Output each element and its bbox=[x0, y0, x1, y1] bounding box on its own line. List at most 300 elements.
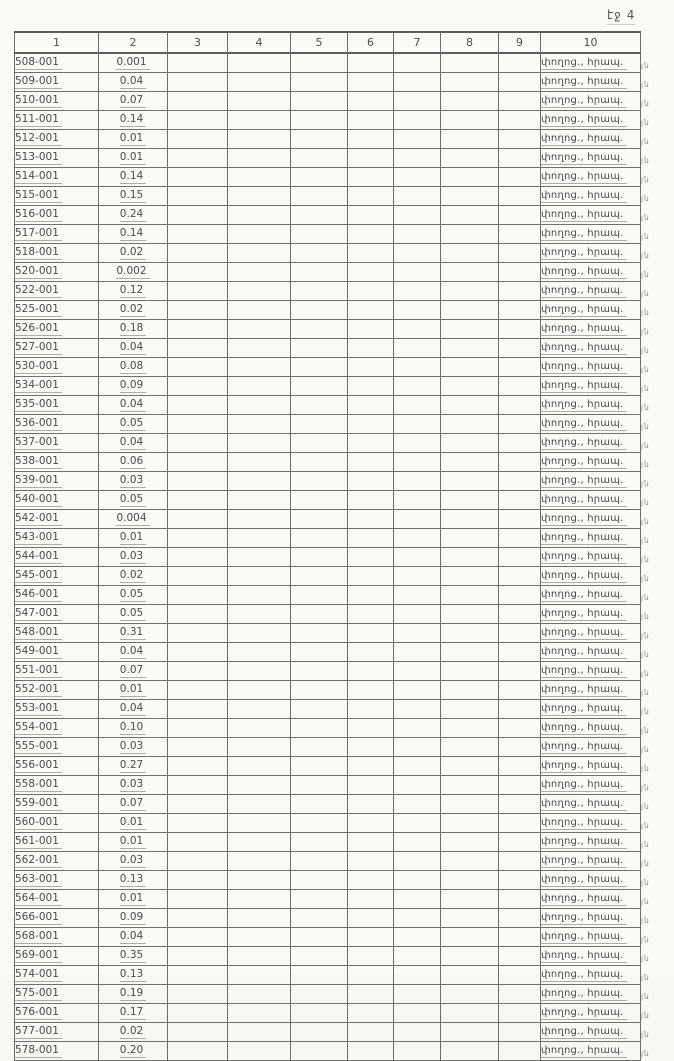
margin-note: յն bbox=[641, 916, 650, 925]
margin-note: յն bbox=[641, 764, 650, 773]
empty-cell-9 bbox=[499, 243, 541, 262]
empty-cell-7 bbox=[394, 471, 441, 490]
margin-note-cell bbox=[641, 756, 673, 775]
empty-cell-9 bbox=[499, 414, 541, 433]
empty-cell-9 bbox=[499, 338, 541, 357]
empty-cell-9 bbox=[499, 224, 541, 243]
value-text: 0.02 bbox=[120, 569, 146, 583]
empty-cell-6 bbox=[348, 224, 394, 243]
margin-note-cell bbox=[641, 1003, 673, 1022]
empty-cell-7 bbox=[394, 984, 441, 1003]
category-text: փողոց., հրապ. bbox=[541, 588, 627, 602]
empty-cell-7 bbox=[394, 281, 441, 300]
empty-cell-7 bbox=[394, 927, 441, 946]
value-cell bbox=[99, 243, 168, 262]
empty-cell-9 bbox=[499, 908, 541, 927]
margin-note: յն bbox=[641, 365, 650, 374]
code-text: 561-001 bbox=[15, 835, 62, 849]
empty-cell-3 bbox=[168, 965, 228, 984]
empty-cell-6 bbox=[348, 433, 394, 452]
empty-cell-9 bbox=[499, 1022, 541, 1041]
code-cell bbox=[15, 718, 99, 737]
code-text: 558-001 bbox=[15, 778, 62, 792]
empty-cell-9 bbox=[499, 1003, 541, 1022]
code-text: 511-001 bbox=[15, 113, 62, 127]
empty-cell-9 bbox=[499, 661, 541, 680]
value-text: 0.12 bbox=[120, 284, 146, 298]
empty-cell-9 bbox=[499, 395, 541, 414]
empty-cell-7 bbox=[394, 205, 441, 224]
margin-note: յն bbox=[641, 859, 650, 868]
empty-cell-9 bbox=[499, 642, 541, 661]
empty-cell-6 bbox=[348, 395, 394, 414]
empty-cell-4 bbox=[228, 129, 291, 148]
empty-cell-3 bbox=[168, 737, 228, 756]
empty-cell-4 bbox=[228, 813, 291, 832]
code-cell bbox=[15, 72, 99, 91]
empty-cell-8 bbox=[441, 471, 499, 490]
empty-cell-4 bbox=[228, 927, 291, 946]
empty-cell-9 bbox=[499, 110, 541, 129]
value-cell bbox=[99, 851, 168, 870]
empty-cell-7 bbox=[394, 851, 441, 870]
empty-cell-7 bbox=[394, 870, 441, 889]
code-text: 535-001 bbox=[15, 398, 62, 412]
category-cell bbox=[541, 471, 641, 490]
empty-cell-6 bbox=[348, 471, 394, 490]
margin-note: յն bbox=[641, 631, 650, 640]
empty-cell-3 bbox=[168, 927, 228, 946]
empty-cell-6 bbox=[348, 1041, 394, 1060]
margin-note: յն bbox=[641, 232, 650, 241]
margin-note-cell bbox=[641, 490, 673, 509]
value-text: 0.03 bbox=[120, 854, 146, 868]
margin-note: յն bbox=[641, 156, 650, 165]
category-text: փողոց., հրապ. bbox=[541, 1025, 627, 1039]
margin-note: յն bbox=[641, 992, 650, 1001]
margin-note: յն bbox=[641, 384, 650, 393]
category-cell bbox=[541, 832, 641, 851]
margin-note-cell bbox=[641, 281, 673, 300]
empty-cell-3 bbox=[168, 547, 228, 566]
empty-cell-5 bbox=[291, 395, 348, 414]
empty-cell-6 bbox=[348, 566, 394, 585]
value-text: 0.13 bbox=[120, 968, 146, 982]
code-cell bbox=[15, 965, 99, 984]
empty-cell-4 bbox=[228, 167, 291, 186]
value-cell bbox=[99, 547, 168, 566]
category-text: փողոց., հրապ. bbox=[541, 797, 627, 811]
table-row bbox=[15, 756, 673, 775]
empty-cell-4 bbox=[228, 528, 291, 547]
empty-cell-8 bbox=[441, 889, 499, 908]
empty-cell-7 bbox=[394, 110, 441, 129]
empty-cell-3 bbox=[168, 338, 228, 357]
table-row bbox=[15, 471, 673, 490]
code-cell bbox=[15, 623, 99, 642]
table-row bbox=[15, 528, 673, 547]
margin-note-cell bbox=[641, 148, 673, 167]
category-text: փողոց., հրապ. bbox=[541, 702, 627, 716]
value-text: 0.07 bbox=[120, 664, 146, 678]
value-text: 0.04 bbox=[120, 702, 146, 716]
empty-cell-5 bbox=[291, 699, 348, 718]
margin-note: յն bbox=[641, 650, 650, 659]
category-cell bbox=[541, 927, 641, 946]
value-text: 0.04 bbox=[120, 341, 146, 355]
value-text: 0.07 bbox=[120, 797, 146, 811]
code-cell bbox=[15, 376, 99, 395]
code-text: 542-001 bbox=[15, 512, 62, 526]
empty-cell-4 bbox=[228, 908, 291, 927]
value-cell bbox=[99, 528, 168, 547]
empty-cell-8 bbox=[441, 205, 499, 224]
empty-cell-3 bbox=[168, 984, 228, 1003]
empty-cell-8 bbox=[441, 72, 499, 91]
margin-note-cell bbox=[641, 357, 673, 376]
code-cell bbox=[15, 756, 99, 775]
empty-cell-4 bbox=[228, 509, 291, 528]
value-text: 0.01 bbox=[120, 132, 146, 146]
table-row bbox=[15, 395, 673, 414]
empty-cell-5 bbox=[291, 680, 348, 699]
empty-cell-8 bbox=[441, 851, 499, 870]
category-cell bbox=[541, 186, 641, 205]
code-text: 553-001 bbox=[15, 702, 62, 716]
code-text: 556-001 bbox=[15, 759, 62, 773]
table-row bbox=[15, 452, 673, 471]
table-row bbox=[15, 870, 673, 889]
value-text: 0.09 bbox=[120, 911, 146, 925]
empty-cell-9 bbox=[499, 965, 541, 984]
empty-cell-4 bbox=[228, 851, 291, 870]
margin-note-cell bbox=[641, 737, 673, 756]
empty-cell-4 bbox=[228, 376, 291, 395]
empty-cell-5 bbox=[291, 642, 348, 661]
table-header bbox=[15, 32, 673, 53]
category-text: փողոց., հրապ. bbox=[541, 474, 627, 488]
empty-cell-7 bbox=[394, 72, 441, 91]
empty-cell-8 bbox=[441, 319, 499, 338]
empty-cell-5 bbox=[291, 300, 348, 319]
margin-note: յն bbox=[641, 61, 650, 70]
empty-cell-3 bbox=[168, 490, 228, 509]
empty-cell-3 bbox=[168, 642, 228, 661]
value-text: 0.31 bbox=[120, 626, 146, 640]
value-text: 0.001 bbox=[116, 56, 149, 70]
margin-note: յն bbox=[641, 1049, 650, 1058]
margin-note-cell bbox=[641, 604, 673, 623]
value-cell bbox=[99, 414, 168, 433]
empty-cell-4 bbox=[228, 224, 291, 243]
empty-cell-8 bbox=[441, 813, 499, 832]
empty-cell-6 bbox=[348, 452, 394, 471]
empty-cell-5 bbox=[291, 205, 348, 224]
code-cell bbox=[15, 224, 99, 243]
code-cell bbox=[15, 547, 99, 566]
category-cell bbox=[541, 281, 641, 300]
empty-cell-3 bbox=[168, 319, 228, 338]
margin-note-cell bbox=[641, 110, 673, 129]
margin-note: յն bbox=[641, 517, 650, 526]
margin-note-cell bbox=[641, 1041, 673, 1060]
empty-cell-7 bbox=[394, 528, 441, 547]
empty-cell-3 bbox=[168, 395, 228, 414]
margin-note: յն bbox=[641, 251, 650, 260]
margin-note-cell bbox=[641, 547, 673, 566]
empty-cell-6 bbox=[348, 262, 394, 281]
empty-cell-5 bbox=[291, 129, 348, 148]
value-cell bbox=[99, 680, 168, 699]
category-text: փողոց., հրապ. bbox=[541, 417, 627, 431]
margin-note-cell bbox=[641, 946, 673, 965]
empty-cell-5 bbox=[291, 91, 348, 110]
value-text: 0.04 bbox=[120, 398, 146, 412]
category-cell bbox=[541, 585, 641, 604]
value-text: 0.002 bbox=[116, 265, 149, 279]
table-row bbox=[15, 623, 673, 642]
value-cell bbox=[99, 870, 168, 889]
value-cell bbox=[99, 984, 168, 1003]
empty-cell-6 bbox=[348, 775, 394, 794]
table-row bbox=[15, 72, 673, 91]
empty-cell-4 bbox=[228, 395, 291, 414]
table-row bbox=[15, 1003, 673, 1022]
empty-cell-9 bbox=[499, 699, 541, 718]
empty-cell-6 bbox=[348, 756, 394, 775]
empty-cell-7 bbox=[394, 604, 441, 623]
value-text: 0.01 bbox=[120, 151, 146, 165]
category-cell bbox=[541, 91, 641, 110]
code-text: 539-001 bbox=[15, 474, 62, 488]
empty-cell-5 bbox=[291, 851, 348, 870]
margin-note-cell bbox=[641, 889, 673, 908]
empty-cell-9 bbox=[499, 509, 541, 528]
category-text: փողոց., հրապ. bbox=[541, 94, 627, 108]
empty-cell-4 bbox=[228, 946, 291, 965]
margin-note-cell bbox=[641, 414, 673, 433]
code-cell bbox=[15, 1022, 99, 1041]
value-cell bbox=[99, 53, 168, 72]
empty-cell-8 bbox=[441, 395, 499, 414]
empty-cell-4 bbox=[228, 1041, 291, 1060]
margin-note-cell bbox=[641, 642, 673, 661]
empty-cell-3 bbox=[168, 509, 228, 528]
empty-cell-5 bbox=[291, 110, 348, 129]
margin-note-cell bbox=[641, 813, 673, 832]
empty-cell-8 bbox=[441, 528, 499, 547]
margin-note: յն bbox=[641, 99, 650, 108]
empty-cell-4 bbox=[228, 72, 291, 91]
empty-cell-8 bbox=[441, 927, 499, 946]
value-cell bbox=[99, 642, 168, 661]
margin-note: յն bbox=[641, 536, 650, 545]
empty-cell-5 bbox=[291, 718, 348, 737]
code-text: 515-001 bbox=[15, 189, 62, 203]
table-body bbox=[15, 53, 673, 1060]
table-row bbox=[15, 965, 673, 984]
empty-cell-4 bbox=[228, 433, 291, 452]
empty-cell-8 bbox=[441, 509, 499, 528]
empty-cell-7 bbox=[394, 300, 441, 319]
code-text: 559-001 bbox=[15, 797, 62, 811]
empty-cell-7 bbox=[394, 889, 441, 908]
table-row bbox=[15, 984, 673, 1003]
empty-cell-7 bbox=[394, 813, 441, 832]
code-cell bbox=[15, 604, 99, 623]
empty-cell-3 bbox=[168, 110, 228, 129]
margin-note-cell bbox=[641, 509, 673, 528]
value-cell bbox=[99, 775, 168, 794]
code-cell bbox=[15, 186, 99, 205]
margin-note-cell bbox=[641, 832, 673, 851]
margin-note-cell bbox=[641, 851, 673, 870]
margin-note-cell bbox=[641, 186, 673, 205]
code-text: 525-001 bbox=[15, 303, 62, 317]
empty-cell-9 bbox=[499, 452, 541, 471]
empty-cell-5 bbox=[291, 585, 348, 604]
value-text: 0.03 bbox=[120, 474, 146, 488]
category-cell bbox=[541, 110, 641, 129]
margin-note-cell bbox=[641, 680, 673, 699]
code-text: 527-001 bbox=[15, 341, 62, 355]
table-row bbox=[15, 262, 673, 281]
empty-cell-3 bbox=[168, 376, 228, 395]
empty-cell-4 bbox=[228, 889, 291, 908]
empty-cell-7 bbox=[394, 1022, 441, 1041]
margin-note: յն bbox=[641, 745, 650, 754]
code-cell bbox=[15, 642, 99, 661]
empty-cell-3 bbox=[168, 661, 228, 680]
empty-cell-4 bbox=[228, 338, 291, 357]
empty-cell-6 bbox=[348, 300, 394, 319]
code-text: 518-001 bbox=[15, 246, 62, 260]
code-text: 569-001 bbox=[15, 949, 62, 963]
empty-cell-6 bbox=[348, 53, 394, 72]
category-cell bbox=[541, 243, 641, 262]
margin-spacer bbox=[641, 32, 673, 53]
value-cell bbox=[99, 281, 168, 300]
category-cell bbox=[541, 148, 641, 167]
table-row bbox=[15, 509, 673, 528]
category-cell bbox=[541, 870, 641, 889]
empty-cell-9 bbox=[499, 832, 541, 851]
table-row bbox=[15, 129, 673, 148]
empty-cell-5 bbox=[291, 528, 348, 547]
value-text: 0.01 bbox=[120, 835, 146, 849]
empty-cell-8 bbox=[441, 661, 499, 680]
empty-cell-6 bbox=[348, 851, 394, 870]
empty-cell-5 bbox=[291, 224, 348, 243]
category-cell bbox=[541, 414, 641, 433]
table-row bbox=[15, 319, 673, 338]
empty-cell-4 bbox=[228, 243, 291, 262]
value-text: 0.05 bbox=[120, 417, 146, 431]
empty-cell-4 bbox=[228, 642, 291, 661]
empty-cell-6 bbox=[348, 186, 394, 205]
empty-cell-6 bbox=[348, 661, 394, 680]
empty-cell-5 bbox=[291, 984, 348, 1003]
code-cell bbox=[15, 262, 99, 281]
code-text: 577-001 bbox=[15, 1025, 62, 1039]
margin-note-cell bbox=[641, 91, 673, 110]
empty-cell-7 bbox=[394, 167, 441, 186]
empty-cell-5 bbox=[291, 908, 348, 927]
empty-cell-9 bbox=[499, 946, 541, 965]
code-cell bbox=[15, 490, 99, 509]
empty-cell-3 bbox=[168, 1041, 228, 1060]
empty-cell-8 bbox=[441, 338, 499, 357]
category-cell bbox=[541, 300, 641, 319]
value-text: 0.03 bbox=[120, 550, 146, 564]
code-text: 540-001 bbox=[15, 493, 62, 507]
margin-note: յն bbox=[641, 137, 650, 146]
empty-cell-9 bbox=[499, 53, 541, 72]
empty-cell-5 bbox=[291, 623, 348, 642]
value-text: 0.27 bbox=[120, 759, 146, 773]
empty-cell-3 bbox=[168, 680, 228, 699]
empty-cell-6 bbox=[348, 357, 394, 376]
empty-cell-3 bbox=[168, 300, 228, 319]
value-text: 0.05 bbox=[120, 493, 146, 507]
empty-cell-4 bbox=[228, 357, 291, 376]
empty-cell-4 bbox=[228, 585, 291, 604]
empty-cell-9 bbox=[499, 566, 541, 585]
code-text: 574-001 bbox=[15, 968, 62, 982]
empty-cell-7 bbox=[394, 737, 441, 756]
table-row bbox=[15, 338, 673, 357]
category-cell bbox=[541, 737, 641, 756]
empty-cell-5 bbox=[291, 547, 348, 566]
value-text: 0.05 bbox=[120, 607, 146, 621]
category-text: փողոց., հրապ. bbox=[541, 949, 627, 963]
category-text: փողոց., հրապ. bbox=[541, 683, 627, 697]
category-text: փողոց., հրապ. bbox=[541, 227, 627, 241]
empty-cell-9 bbox=[499, 528, 541, 547]
code-cell bbox=[15, 1041, 99, 1060]
value-cell bbox=[99, 737, 168, 756]
category-text: փողոց., հրապ. bbox=[541, 208, 627, 222]
value-cell bbox=[99, 813, 168, 832]
margin-note-cell bbox=[641, 1022, 673, 1041]
empty-cell-7 bbox=[394, 452, 441, 471]
code-cell bbox=[15, 167, 99, 186]
margin-note-cell bbox=[641, 167, 673, 186]
empty-cell-9 bbox=[499, 851, 541, 870]
code-text: 510-001 bbox=[15, 94, 62, 108]
code-cell bbox=[15, 91, 99, 110]
empty-cell-5 bbox=[291, 927, 348, 946]
empty-cell-9 bbox=[499, 775, 541, 794]
category-text: փողոց., հրապ. bbox=[541, 930, 627, 944]
category-cell bbox=[541, 794, 641, 813]
empty-cell-3 bbox=[168, 851, 228, 870]
empty-cell-9 bbox=[499, 148, 541, 167]
margin-note-cell bbox=[641, 908, 673, 927]
value-cell bbox=[99, 376, 168, 395]
empty-cell-3 bbox=[168, 528, 228, 547]
empty-cell-8 bbox=[441, 547, 499, 566]
category-text: փողոց., հրապ. bbox=[541, 132, 627, 146]
empty-cell-6 bbox=[348, 642, 394, 661]
table-row bbox=[15, 547, 673, 566]
empty-cell-8 bbox=[441, 300, 499, 319]
empty-cell-7 bbox=[394, 718, 441, 737]
empty-cell-3 bbox=[168, 262, 228, 281]
empty-cell-6 bbox=[348, 718, 394, 737]
empty-cell-4 bbox=[228, 870, 291, 889]
empty-cell-8 bbox=[441, 1022, 499, 1041]
